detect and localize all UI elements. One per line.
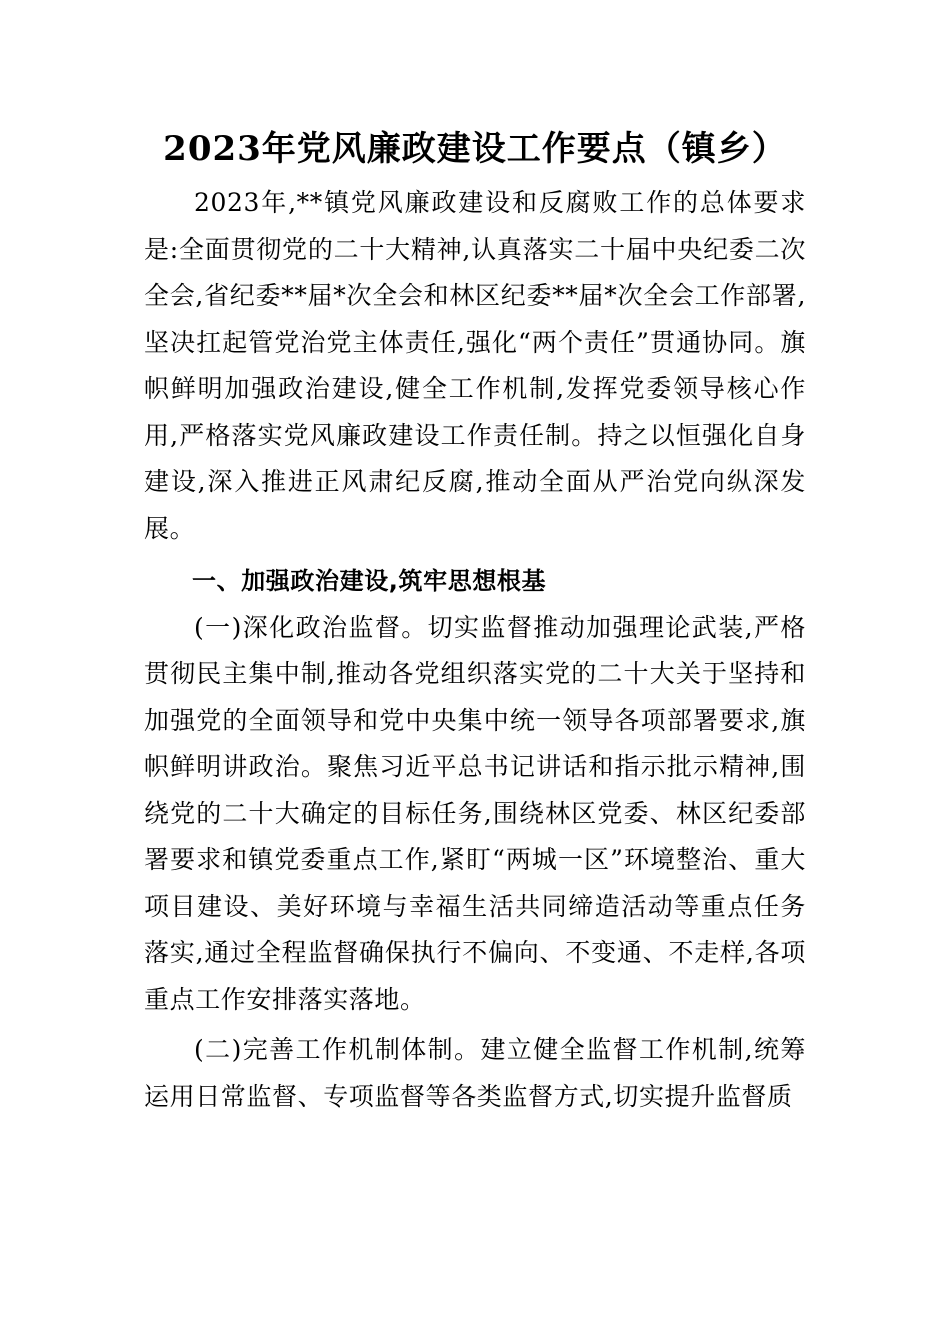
section-item-paragraph: (一)深化政治监督。切实监督推动加强理论武装,严格贯彻民主集中制,推动各党组织落实党的二十大关于坚持和加强党的全面领导和党中央集中统一领导各项部署要求,旗帜鲜明讲政治。聚焦习近平总书记讲话和指示批示精神,围绕党的二十大确定的目标任务,围绕林区党委、林区纪委部署要求和镇党委重点工作,紧盯“两城一区”环境整治、重大项目建设、美好环境与幸福生活共同缔造活动等重点任务落实,通过全程监督确保执行不偏向、不变通、不走样,各项重点工作安排落实落地。: [144, 612, 806, 1014]
section-heading: 一、加强政治建设,筑牢思想根基: [192, 567, 547, 595]
intro-paragraph: 2023年,**镇党风廉政建设和反腐败工作的总体要求是:全面贯彻党的二十大精神,认真落实二十届中央纪委二次全会,省纪委**届*次全会和林区纪委**届*次全会工作部署,坚决扛起管党治党主体责任,强化“两个责任”贯通协同。旗帜鲜明加强政治建设,健全工作机制,发挥党委领导核心作用,严格落实党风廉政建设工作责任制。持之以恒强化自身建设,深入推进正风肃纪反腐,推动全面从严治党向纵深发展。: [144, 188, 806, 543]
section-item-paragraph-2: (二)完善工作机制体制。建立健全监督工作机制,统筹运用日常监督、专项监督等各类监督方式,切实提升监督质: [144, 1035, 806, 1111]
document-title: 2023年党风廉政建设工作要点（镇乡）: [163, 129, 787, 169]
document-body: [144, 180, 806, 1120]
